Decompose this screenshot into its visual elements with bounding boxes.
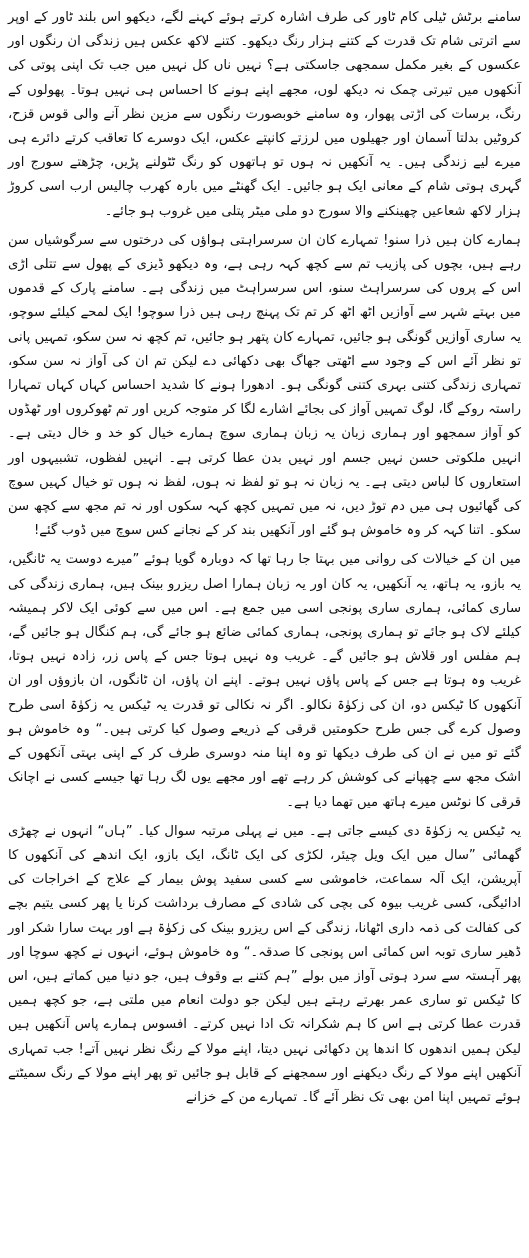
article-paragraph-4: یہ ٹیکس یہ زکوٰۃ دی کیسے جاتی ہے۔ میں نے پہلی مرتبہ سوال کیا۔ ”ہاں“ انہوں نے چھڑی گھمائی ”سال میں ایک ویل چیئر، لکڑی کی ایک ٹانگ، ایک بازو، ایک اندھے کی آنکھوں کا آپریشن، ایک آلہ سماعت، خاموشی سے کسی سفید پوش بیمار کے علاج کے اخراجات کی ادائیگی، کسی غریب بیوہ کی بچی کی شادی کے مصارف برداشت کرنا یا پھر کسی یتیم بچے کی کفالت کی ذمہ داری اٹھانا، زندگی کے اس ریزرو بینک کی زکوٰۃ ہے اور بہت سارا شکر اور ڈھیر ساری توبہ اس کمائی اس پونجی کا صدقہ۔“ وہ خاموش ہوئے، انہوں نے کچھ سوچا اور پھر آہستہ سے سرد ہوتی آواز میں بولے ”ہم کتنے بے وقوف ہیں، جو دنیا میں کماتے ہیں، اس کا ٹیکس تو ساری عمر بھرتے رہتے ہیں لیکن جو دولت انعام میں ملتی ہے، جو کچھ ہمیں قدرت عطا کرتی ہے اس کا ہم شکرانہ تک ادا نہیں کرتے۔ افسوس ہمارے پاس آنکھیں ہیں لیکن ہمیں اندھوں کا اندھا پن دکھائی نہیں دیتا، اپنے مولا کے رنگ نظر نہیں آتے! جب تمہاری آنکھیں اپنے مولا کے رنگ دیکھنے اور سمجھنے کے قابل ہو جائیں تو پھر اپنے مولا کے رنگ سمیٹتے ہوئے تمہیں اپنا امن بھی تک نظر آئے گا۔ تمہارے من کے خزانے	[8, 823, 521, 1105]
article-paragraph-3: میں ان کے خیالات کی روانی میں بہتا جا رہا تھا کہ دوبارہ گویا ہوئے ”میرے دوست یہ ٹانگیں، یہ بازو، یہ ہاتھ، یہ آنکھیں، یہ کان اور یہ زبان ہمارا اصل ریزرو بینک ہیں، ہماری زندگی کی ساری کمائی، ہماری ساری پونجی اسی میں جمع ہے۔ اس میں سے کوئی ایک لاکر ہمیشہ کیلئے لاک ہو جائے تو ہماری پونجی، ہماری کمائی ضائع ہو جائے گی، ہم کنگال ہو جائیں گے، ہم مفلس اور قلاش ہو جائیں گے۔ غریب وہ نہیں ہوتا جس کے پاس زر، زادہ نہیں ہوتا، غریب وہ ہوتا ہے جس کے پاس پاؤں نہیں ہوتے۔ اپنے ان پاؤں، ان ٹانگوں، ان بازوؤں اور ان آنکھوں کا ٹیکس دو، ان کی زکوٰۃ نکالو۔ اگر نہ نکالی تو قدرت یہ ٹیکس یہ زکوٰۃ اسی طرح وصول کرے گی جس طرح حکومتیں قرقی کے ذریعے وصول کیا کرتی ہیں۔“ وہ خاموش ہو گئے تو میں نے ان کی طرف دیکھا تو وہ اپنا منہ دوسری طرف کر کے اپنی بہتی آنکھوں کے اشک مجھ سے چھپانے کی کوشش کر رہے تھے اور مجھے یوں لگ رہا تھا جیسے کسی نے اچانک قرقی کا نوٹس میرے ہاتھ میں تھما دیا ہے۔	[8, 552, 521, 810]
article-paragraph-1: سامنے برٹش ٹیلی کام ٹاور کی طرف اشارہ کرتے ہوئے کہنے لگے، دیکھو اس بلند ٹاور کے اوپر سے اترتی شام تک قدرت کے کتنے ہزار رنگ دیکھو۔ کتنے لاکھ عکس ہیں زندگی ان رنگوں اور عکسوں کے بغیر مکمل سمجھی جاسکتی ہے؟ نہیں ناں کل نہیں میں جب تک اپنی پوتی کی آنکھوں میں تیرتی چمک نہ دیکھ لوں، مجھے اپنے ہونے کا احساس ہی نہیں ہوتا۔ پھولوں کے رنگ، برسات کی اڑتی پھوار، وہ سامنے خوبصورت رنگوں سے مزین نظر آنے والی قوس قزح، کروٹیں بدلتا آسمان اور جھیلوں میں لرزتے کانپتے عکس، ایک دوسرے کا تعاقب کرتے دائرے ہی میرے لیے زندگی ہیں۔ یہ آنکھیں نہ ہوں تو ہاتھوں کو رنگ ٹٹولنے پڑیں، چڑھتے سورج اور گہری ہوتی شام کے معانی ایک ہو جائیں۔ ایک گھنٹے میں بارہ کھرب چالیس ارب اسی کروڑ ہزار لاکھ شعاعیں چھینکنے والا سورج دو ملی میٹر پتلی میں غروب ہو جائے۔	[8, 10, 521, 219]
article-paragraph-2: ہمارے کان ہیں ذرا سنو! تمہارے کان ان سرسراہتی ہواؤں کی درختوں سے سرگوشیاں سن رہے ہیں، بچوں کی پازیب تم سے کچھ کہہ رہی ہے، وہ دیکھو ڈیزی کے پھول سے تتلی اڑی اس کے پروں کی سرسراہٹ سنو، اس سرسراہٹ میں زندگی ہے۔ سامنے پارک کے قدموں میں بہتے شہر سے آوازیں اٹھ اٹھ کر تم تک پہنچ رہی ہیں ذرا سوچو! ایک لمحے کیلئے سوچو، یہ ساری آوازیں گونگی ہو جائیں، تمہارے کان پتھر ہو جائیں، تم کچھ نہ سن سکو، تمہیں پانی تو نظر آئے اس کے وجود سے اٹھتی جھاگ بھی دکھائی دے لیکن تم ان کی آواز نہ سن سکو، تمہاری زندگی کتنی بہری کتنی گونگی ہو۔ ادھورا ہونے کا شدید احساس کہاں کہاں تمہارا راستہ روکے گا، لوگ تمہیں آواز کی بجائے اشارے لگا کر متوجہ کریں اور تم ٹھوکروں اور ٹھڈوں کو آواز سمجھو اور ہماری زبان یہ زبان ہماری سوچ ہمارے خیال کو خد و خال دیتی ہے۔ انہیں ملکوتی حسن نہیں جسم اور نہیں بدن عطا کرتی ہے۔ انہیں لفظوں، تشبیہوں اور استعاروں کا لباس دیتی ہے۔ یہ زبان نہ ہو تو لفظ نہ ہوں، لفظ نہ ہوں تو خیال کہیں سوچ کی گھائیوں ہی میں دم توڑ دیں، نہ میں تمہیں کچھ کہہ سکوں اور نہ تم مجھ سے کچھ سن سکو۔ اتنا کہہ کر وہ خاموش ہو گئے اور آنکھیں بند کر کے نجانے کس سوچ میں ڈوب گئے!	[8, 232, 521, 539]
